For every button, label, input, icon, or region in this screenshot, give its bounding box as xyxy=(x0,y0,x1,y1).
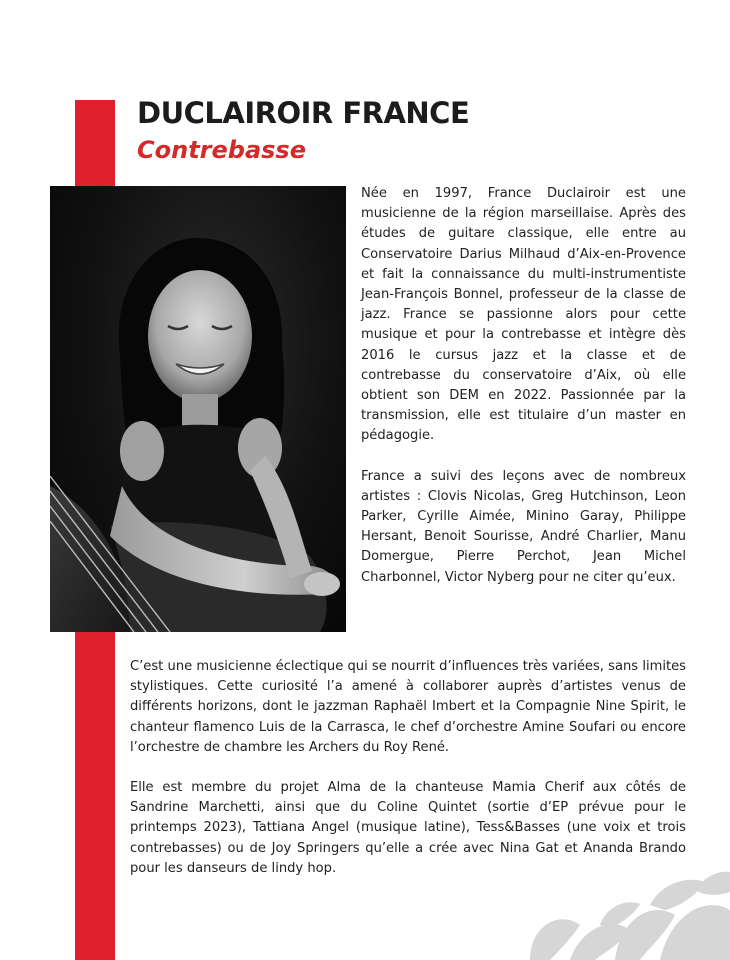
page-title: DUCLAIROIR FRANCE xyxy=(137,96,470,130)
bio-paragraph-4: Elle est membre du projet Alma de la chanteuse Mamia Cherif aux côtés de Sandrine Marchetti, ainsi que du Coline Quintet (sortie d’EP prévue pour le printemps 2023), Tattiana Angel (musique latine), Tess&Basses (une voix et trois contrebasses) ou de Joy Springers qu’elle a crée avec Nina Gat et Ananda Brando pour les danseurs de lindy hop. xyxy=(130,780,686,876)
decorative-petal-pattern xyxy=(500,870,730,960)
bio-paragraph-3: C’est une musicienne éclectique qui se nourrit d’influences très variées, sans limites stylistiques. Cette curiosité l’a amené à collaborer auprès d’artistes venus de différents horizons, dont le jazzman Raphaël Imbert et la Compagnie Nine Spirit, le chanteur flamenco Luis de la Carrasca, le chef d’orchestre Amine Soufari ou encore l’orchestre de chambre les Archers du Roy René. xyxy=(130,659,686,755)
bio-paragraph-2: France a suivi des leçons avec de nombreux artistes : Clovis Nicolas, Greg Hutchinson, Leon Parker, Cyrille Aimée, Minino Garay, Philippe Hersant, Benoit Sourisse, André Charlier, Manu Domergue, Pierre Perchot, Jean Michel Charbonnel, Victor Nyberg pour ne citer qu’eux. xyxy=(361,468,686,585)
portrait-illustration xyxy=(50,186,346,632)
bio-column xyxy=(361,184,686,588)
instrument-subtitle: Contrebasse xyxy=(137,136,306,164)
bio-full-width xyxy=(130,657,686,879)
portrait-photo xyxy=(50,186,346,632)
bio-paragraph-1: Née en 1997, France Duclairoir est une musicienne de la région marseillaise. Après des études de guitare classique, elle entre au Conservatoire Darius Milhaud d’Aix-en-Provence et fait la connaissance du multi-instrumentiste Jean-François Bonnel, professeur de la classe de jazz. France se passionne alors pour cette musique et pour la contrebasse et intègre dès 2016 le cursus jazz et la classe et de contrebasse du conservatoire d’Aix, où elle obtient son DEM en 2022. Passionnée par la transmission, elle est titulaire d’un master en pédagogie. xyxy=(361,186,686,444)
